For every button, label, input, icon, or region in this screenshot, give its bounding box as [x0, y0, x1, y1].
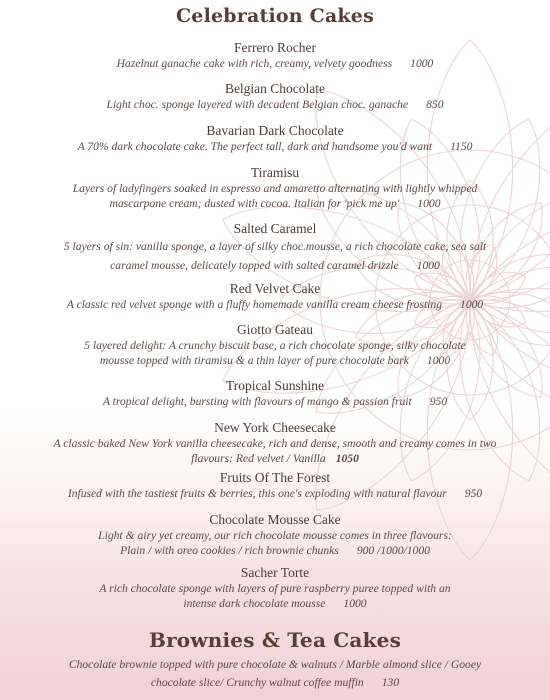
- item-name: Fruits Of The Forest: [219, 470, 331, 485]
- menu-item-tiramisu: [0, 165, 550, 211]
- item-name: Giotto Gateau: [236, 322, 314, 337]
- item-name: Sacher Torte: [240, 565, 310, 580]
- item-price: 130: [381, 676, 400, 689]
- item-description: Layers of ladyfingers soaked in espresso and amaretto alternating with lightly whipped mascarpone cream; dusted with cocoa. Italian for 'pick me up' 1000: [72, 182, 478, 210]
- item-description: A rich chocolate sponge with layers of pure raspberry puree topped with an intense dark chocolate mousse 1000: [99, 582, 451, 610]
- menu-item-giotto-gateau: [0, 322, 550, 368]
- menu-item-bavarian-dark-chocolate: [0, 123, 550, 154]
- menu-item-fruits-of-the-forest: [0, 470, 550, 501]
- item-description: A classic red velvet sponge with a fluffy homemade vanilla cream cheese frosting 1000: [66, 298, 484, 311]
- item-price: 1000: [426, 354, 451, 367]
- item-price: 950: [464, 487, 483, 500]
- item-description: 5 layered delight: A crunchy biscuit base, a rich chocolate sponge, silky chocolate mousse topped with tiramisu & a thin layer of pure chocolate bark 1000: [84, 339, 466, 367]
- item-price: 1000: [343, 597, 367, 610]
- brownies-description: Chocolate brownie topped with pure chocolate & walnuts / Marble almond slice / Gooey chocolate slice/ Crunchy walnut coffee muffin 130: [68, 658, 482, 689]
- item-name: New York Cheesecake: [214, 420, 336, 435]
- item-name: Chocolate Mousse Cake: [209, 512, 341, 527]
- item-price: 1000: [410, 57, 434, 70]
- item-price: 1000: [460, 298, 484, 311]
- item-name: Salted Caramel: [233, 221, 317, 236]
- item-price: 850: [426, 98, 444, 111]
- item-price: 1150: [450, 140, 473, 153]
- item-name: Belgian Chocolate: [224, 81, 326, 96]
- menu-item-tropical-sunshine: [0, 378, 550, 409]
- item-description: A 70% dark chocolate cake. The perfect tall, dark and handsome you'd want 1150: [77, 140, 473, 153]
- menu-item-salted-caramel: [0, 221, 550, 275]
- menu-item-belgian-chocolate: [0, 81, 550, 112]
- menu-item-red-velvet-cake: [0, 281, 550, 312]
- item-description: Light choc. sponge layered with decadent Belgian choc. ganache 850: [106, 98, 444, 111]
- item-description: 5 layers of sin: vanilla sponge, a layer of silky choc.mousse, a rich chocolate cake, sea salt caramel mousse, delicately topped with salted caramel drizzle 1000: [63, 240, 487, 272]
- section-title-celebration-cakes: Celebration Cakes: [175, 5, 374, 27]
- item-name: Tropical Sunshine: [225, 378, 325, 393]
- menu-item-ferrero-rocher: [0, 40, 550, 71]
- item-description: Light & airy yet creamy, our rich chocolate mousse comes in three flavours: Plain / with oreo cookies / rich brownie chunks 900 /1000/1000: [98, 529, 452, 557]
- menu-item-new-york-cheesecake: [0, 420, 550, 466]
- item-name: Ferrero Rocher: [233, 40, 317, 55]
- item-price: 900 /1000/1000: [356, 544, 430, 557]
- item-name: Tiramisu: [250, 165, 300, 180]
- item-name: Bavarian Dark Chocolate: [206, 123, 344, 138]
- item-price: 950: [429, 395, 448, 408]
- item-price: 1050: [335, 452, 359, 465]
- menu-item-chocolate-mousse-cake: [0, 512, 550, 558]
- item-name: Red Velvet Cake: [229, 281, 321, 296]
- item-price: 1000: [417, 197, 441, 210]
- item-description: A tropical delight, bursting with flavours of mango & passion fruit 950: [102, 395, 448, 408]
- item-description: Infused with the tastiest fruits & berries, this one's exploding with natural flavour 950: [67, 487, 483, 500]
- item-price: 1000: [416, 259, 440, 272]
- section-title-brownies-tea-cakes: Brownies & Tea Cakes: [148, 628, 402, 652]
- item-description: A classic baked New York vanilla cheesecake, rich and dense, smooth and creamy comes in two flavours: Red velvet / Vanilla 1050: [53, 437, 497, 465]
- menu-item-sacher-torte: [0, 565, 550, 611]
- item-description: Hazelnut ganache cake with rich, creamy, velvety goodness 1000: [116, 57, 434, 70]
